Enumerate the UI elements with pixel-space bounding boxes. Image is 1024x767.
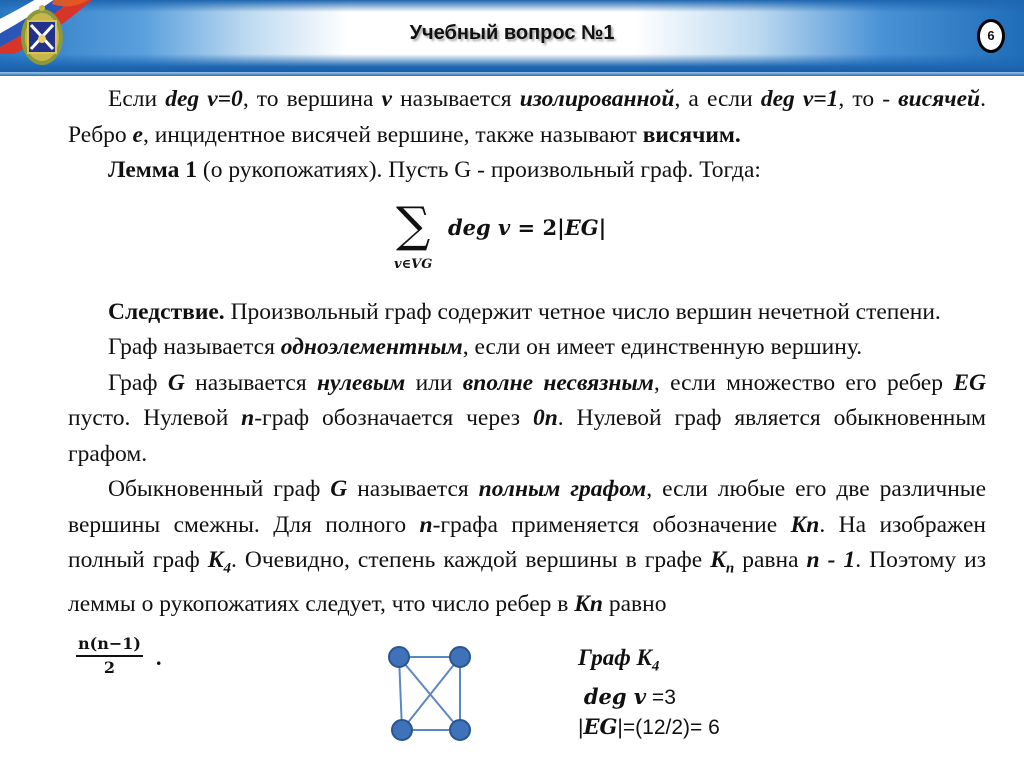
page-number-badge: 6: [977, 19, 1005, 53]
k4-graph-diagram: [385, 643, 485, 753]
paragraph-corollary: Следствие. Произвольный граф содержит четное число вершин нечетной степени.: [108, 298, 941, 325]
term-pendant-edge: висячим.: [642, 121, 741, 148]
k4-degree: deg v =3: [583, 683, 676, 709]
fraction-period: .: [156, 645, 162, 670]
term-deg-v-1: deg v=1: [760, 86, 839, 112]
term-isolated: изолированной: [519, 86, 675, 112]
corollary-label: Следствие.: [108, 298, 225, 325]
paragraph-degree-definitions: Если deg v=0, то вершина v называется изолированной, а если deg v=1, то - висячей. Ребро e, инцидентное висячей вершине, также называют висячим.: [68, 86, 986, 148]
paragraph-null-graph: Граф G называется нулевым или вполне несвязным, если множество его ребер EG пусто. Нулевой n-граф обозначается через 0n. Нулевой граф является обыкновенным графом.: [68, 369, 987, 467]
term-pendant: висячей: [898, 86, 981, 112]
term-singleton: одноэлементным: [280, 334, 463, 360]
term-totally-disconnected: вполне несвязным: [462, 369, 654, 396]
paragraph-complete-graph: Обыкновенный граф G называется полным графом, если любые его две различные вершины смежны. Для полного n-графа применяется обозначение Kn. На изображен полный граф $K_4$. Очевидно, степень каждой вершины в графе $K_n$ равна n - 1. Поэтому из леммы о рукопожатиях следует, что число ребер в Kn равно: [68, 476, 986, 618]
k4-title: Граф $K_4$: [578, 645, 660, 675]
graph-vertex: [450, 647, 470, 667]
term-complete-graph: полным графом: [478, 476, 647, 502]
term-null: нулевым: [317, 369, 406, 396]
graph-vertex: [450, 720, 470, 740]
summation-subscript: v∈VG: [394, 257, 433, 272]
fraction-denominator: 2: [103, 658, 116, 677]
graph-vertex: [389, 647, 409, 667]
header-divider: [0, 72, 1024, 76]
paragraph-lemma: Лемма 1 (о рукопожатиях). Пусть G - произвольный граф. Тогда:: [108, 157, 761, 183]
k4-info-block: [578, 643, 720, 742]
header-top-band: [0, 0, 1024, 12]
graph-vertex: [392, 720, 412, 740]
summation-symbol: ∑: [396, 197, 431, 253]
slide-header: [0, 0, 1024, 72]
k4-edge-count: |EG|=(12/2)= 6: [578, 713, 720, 739]
slide-title: Учебный вопрос №1: [409, 22, 615, 44]
header-bottom-band: [0, 54, 1024, 72]
graph-edges: [399, 657, 460, 730]
fraction-numerator: n(n−1): [76, 633, 143, 657]
edge-count-fraction: [76, 633, 143, 679]
handshake-lemma-formula: [392, 197, 652, 275]
slide-body: [68, 82, 986, 623]
formula-expression: deg v = 2|EG|: [448, 215, 607, 240]
term-deg-v-0: deg v=0: [165, 86, 243, 112]
paragraph-singleton: Граф называется одноэлементным, если он имеет единственную вершину.: [108, 334, 863, 360]
lemma-label: Лемма 1: [108, 157, 198, 183]
